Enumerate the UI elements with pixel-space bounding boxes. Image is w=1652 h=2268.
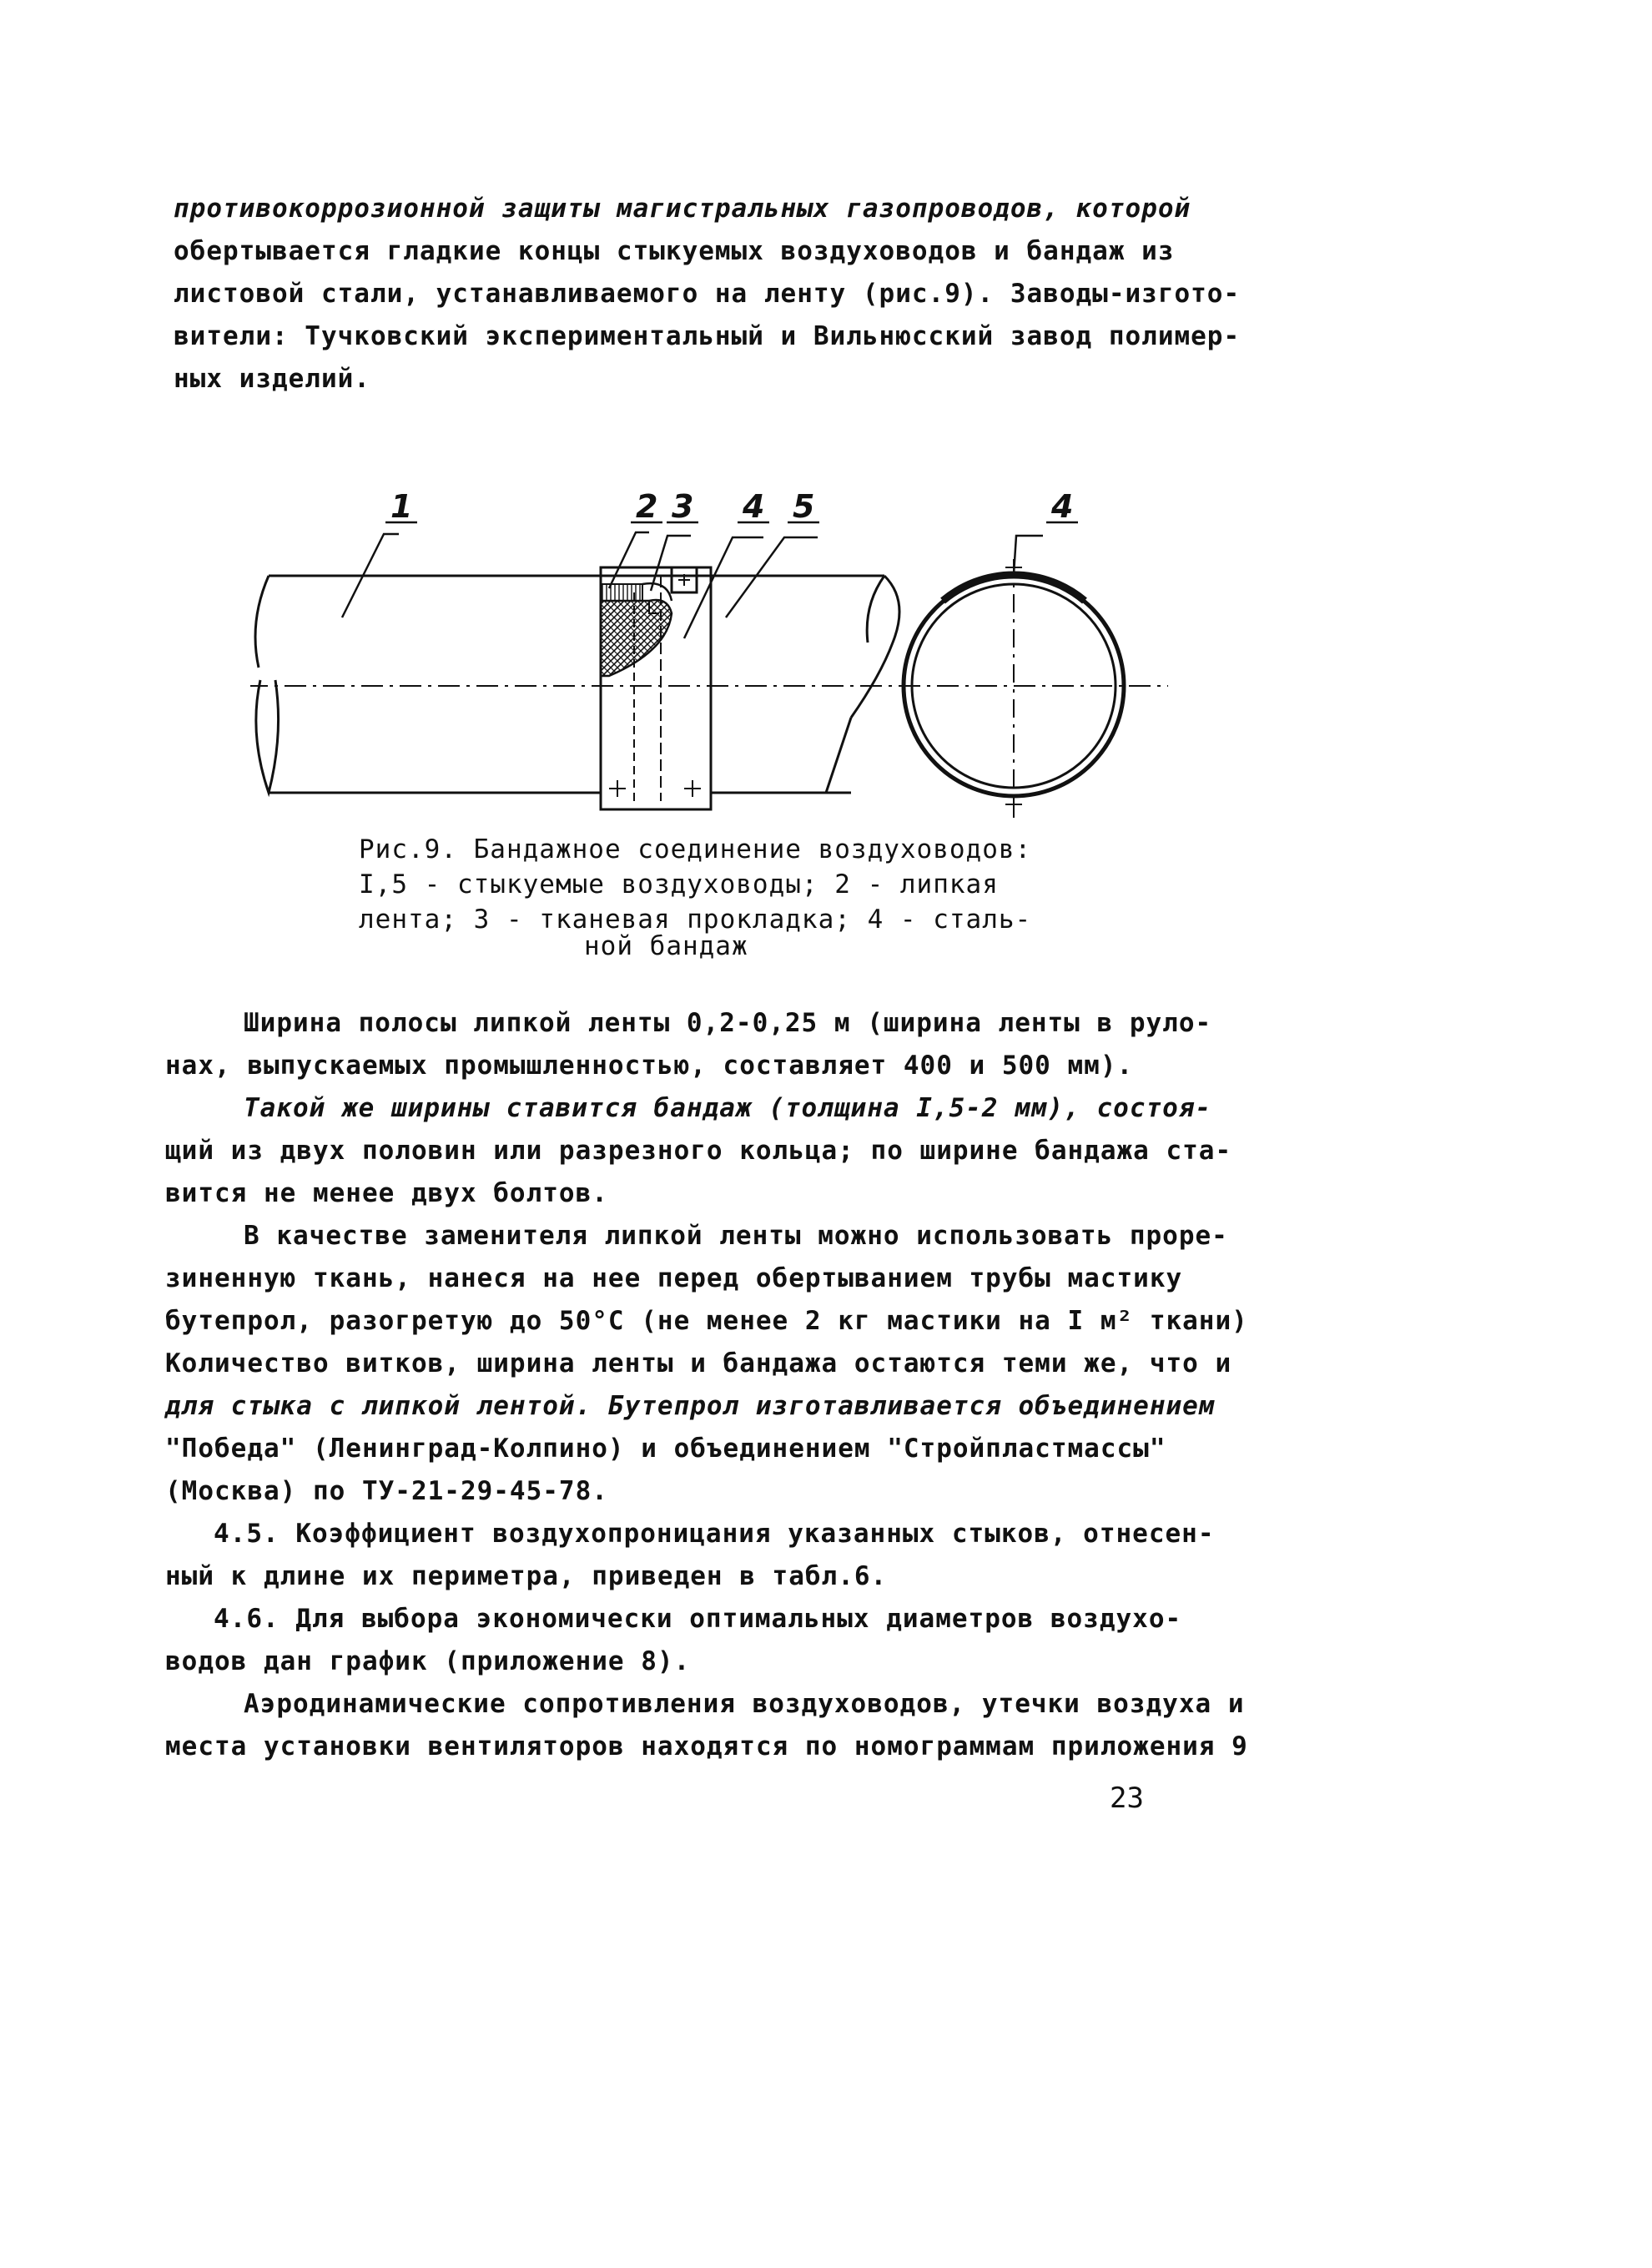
body-line: Такой же ширины ставится бандаж (толщина I,5-2 мм), состоя- xyxy=(244,1093,1212,1123)
body-line: бутепрол, разогретую до 50°С (не менее 2 кг мастики на I м² ткани) xyxy=(165,1306,1248,1336)
body-line: Ширина полосы липкой ленты 0,2-0,25 м (ширина ленты в руло- xyxy=(244,1008,1212,1038)
callout-3: 3 xyxy=(672,488,694,525)
body-line: щий из двух половин или разрезного кольца; по ширине бандажа ста- xyxy=(165,1136,1232,1166)
callout-4-cross-section: 4 xyxy=(1051,488,1074,525)
body-line: нах, выпускаемых промышленностью, составляет 400 и 500 мм). xyxy=(165,1051,1134,1081)
pipe-cross-section xyxy=(904,559,1124,818)
body-line: ный к длине их периметра, приведен в табл.6. xyxy=(165,1561,888,1591)
body-line: для стыка с липкой лентой. Бутепрол изготавливается объединением xyxy=(165,1391,1216,1421)
intro-line: вители: Тучковский экспериментальный и Вильнюсский завод полимер- xyxy=(174,321,1241,351)
body-line: водов дан график (приложение 8). xyxy=(165,1646,691,1676)
body-line: Аэродинамические сопротивления воздуховодов, утечки воздуха и xyxy=(244,1689,1245,1719)
body-line: В качестве заменителя липкой ленты можно использовать прорe- xyxy=(244,1221,1228,1251)
intro-line: листовой стали, устанавливаемого на ленту (рис.9). Заводы-изгото- xyxy=(174,279,1241,309)
figure-caption-line: Рис.9. Бандажное соединение воздуховодов: xyxy=(359,834,1032,864)
body-line: места установки вентиляторов находятся по номограммам приложения 9 xyxy=(165,1731,1248,1761)
callout-5: 5 xyxy=(793,488,815,525)
callout-4: 4 xyxy=(743,488,765,525)
intro-line: ных изделий. xyxy=(174,364,370,394)
intro-line: обертывается гладкие концы стыкуемых воздуховодов и бандаж из xyxy=(174,236,1175,266)
body-line: вится не менее двух болтов. xyxy=(165,1178,608,1208)
body-line: зиненную ткань, нанеся на нее перед обертыванием трубы мастику xyxy=(165,1263,1183,1293)
page-number: 23 xyxy=(1110,1782,1144,1815)
leader-lines xyxy=(342,532,1043,638)
figure-caption-line: I,5 - стыкуемые воздуховоды; 2 - липкая xyxy=(359,869,999,900)
intro-line: противокоррозионной защиты магистральных газопроводов, которой xyxy=(174,194,1191,224)
bandage-joint-figure xyxy=(250,467,1201,826)
body-line: (Москва) по ТУ-21-29-45-78. xyxy=(165,1476,608,1506)
pipe-side-view xyxy=(255,576,899,793)
figure-caption-line: ной бандаж xyxy=(584,931,748,961)
body-line: 4.6. Для выбора экономически оптимальных диаметров воздухо- xyxy=(214,1604,1182,1634)
figure-caption-line: лента; 3 - тканевая прокладка; 4 - сталь- xyxy=(359,905,1032,935)
callout-1: 1 xyxy=(390,488,413,525)
body-line: Количество витков, ширина ленты и бандажа остаются теми же, что и xyxy=(165,1348,1232,1378)
body-line: 4.5. Коэффициент воздухопроницания указанных стыков, отнесен- xyxy=(214,1519,1215,1549)
body-line: "Победа" (Ленинград-Колпино) и объединением "Стройпластмассы" xyxy=(165,1434,1166,1464)
callout-2: 2 xyxy=(636,488,658,525)
